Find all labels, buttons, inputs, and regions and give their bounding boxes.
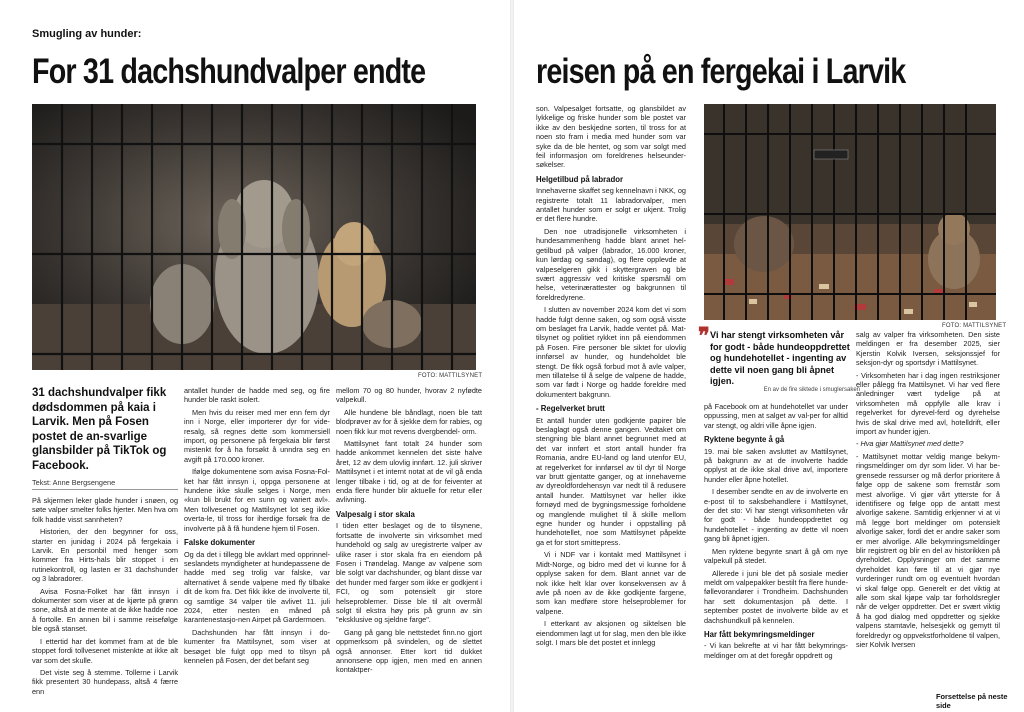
paragraph: Alle hundene ble båndlagt, noen ble tatt blodprøver av for å sjekke dem for rabies, og noen fikk kur mot revens dvergbendel- orm.: [336, 407, 482, 436]
kicker: Smugling av hunder:: [32, 28, 142, 40]
quote-mark-icon: ❞: [698, 323, 710, 348]
pull-quote-source: En av de fire siktede i smuglersaken: [763, 387, 860, 393]
puppies-photo-right: [704, 104, 996, 320]
subheading: Helgetilbud på labrador: [536, 174, 624, 184]
question: - Hva gjør Mattilsynet med dette?: [856, 439, 964, 449]
article-column-1: [32, 496, 178, 706]
article-column-6: [856, 330, 1000, 686]
paragraph: Vi i NDF var i kontakt med Mattilsynet i Midt-Norge, og bidro med det vi kunne for å opplyse saken for dem. Blant annet var de nok ikke helt klar over konsekvensen av å avle på noen av de ikke godkjente fargene, som kan medføre store helseproblemer for valpene.: [536, 550, 686, 616]
paragraph: Mattilsynet fant totalt 24 hunder som hadde ankommet kennelen det siste halve året, 12 av dem ulovlig innført. 12. juli skriver Mattilsynet i et internt notat at de vil gå enda lenger tilbake i tid, og at de for feiventer at enda flere hunder blir aktuelle for retur eller avlivning.: [336, 439, 482, 505]
photo-credit: FOTO: MATTILSYNET: [942, 323, 1007, 329]
paragraph: Men ryktene begynte snart å gå om nye valpekull på stedet.: [704, 546, 848, 566]
article-column-2: [184, 386, 330, 706]
paragraph: Men hvis du reiser med mer enn fem dyr inn i Norge, eller importerer dyr for vide-resalg, så regnes dette som kommersiell import, og personene på fergekaia blir først mistenkt for å ha forsøkt å unndra seg en avgift på 170.000 kroner.: [184, 407, 330, 464]
paragraph: Det viste seg å stemme. Tollerne i Larvik fikk presentert 30 hundepass, altså 4 færre enn: [32, 667, 178, 696]
paragraph: I ettertid har det kommet fram at de ble stoppet fordi tollvesenet mistenkte at ikke alt var som det skulle.: [32, 636, 178, 665]
pull-quote: Vi har stengt virksomheten vår for godt - både hundeoppdrettet og hundehotellet - ingenting av dette vil noen gang bli åpnet igjen.: [710, 330, 850, 386]
lead-paragraph: 31 dachshundvalper fikk dødsdommen på kaia i Larvik. Men på Fosen postet de an-svarlige glansbilder på TikTok og Facebook.: [32, 387, 167, 472]
article-column-5: [704, 402, 848, 706]
paragraph: Ifølge dokumentene som avisa Fosna-Fol-ket har fått innsyn i, oppga personene at hundene ikke skulle selges i Norge, men «kun bli brukt for en sunn og variert avl». Men tollvesenet og Mattilsynet lot seg ikke overta-le, til tross for iherdige forsøk fra de involverte på å få hundene hjem til Fosen.: [184, 467, 330, 533]
subheading: Valpesalg i stor skala: [336, 509, 415, 519]
paragraph: På skjermen leker glade hunder i snøen, og søte valper smelter folks hjerter. Men hva om folk hadde visst sannheten?: [32, 496, 178, 524]
headline-left: For 31 dachshundvalper endte: [32, 52, 426, 91]
paragraph: Et antall hunder uten godkjente papirer ble beslaglagt også denne gangen. Vedtaket om stengning ble blant annet begrunnet med at det var innført et stort antall hunder fra Romania, andre EU-land og land utenfor EU, at regelverket for innførsel av til dyr til Norge var brutt gjentatte ganger, og at innehaverne av dyreoldfordehensyn var nedt til å redusere antall hunder. Mattilsynet var heller ikke fornøyd med de bygningsmessige forholdene og manglende mulighet til å skille mellom egne hunder og hunder i oppstalling på hundehotellet, noe som Mattilsynet påpekte ga et for stort smittepress.: [536, 415, 686, 547]
subheading: Ryktene begynte å gå: [704, 435, 785, 445]
subheading: - Regelverket brutt: [536, 404, 605, 414]
byline: Tekst: Anne Bergsengene: [32, 478, 116, 487]
paragraph: Allerede i juni ble det på sosiale medier meldt om valpepakker bestilt fra flere hunde-føllevorandører i Trondheim. Dachshunden har sett dokumentasjon på dette. I september postet de involverte bilde av et dachshundkull på kennelen.: [704, 568, 848, 625]
right-page: [514, 0, 1024, 712]
subheading: Falske dokumenter: [184, 538, 256, 548]
paragraph: Den noe utradisjonelle virksomheten i hundesammenheng hadde blant annet hel-getilbud på valper (labrador, 16.000 kroner, kun lørdag og søndag), og flere opplevde at valpeselgeren gikk i skyttergraven og ble svært aggressiv ved kritiske spørsmål om helse, veterinærattester og bakgrunnen til foreldredyrene.: [536, 226, 686, 302]
paragraph: salg av valper fra virksomheten. Den siste meldingen er fra desember 2025, sier Kjerstin Kolvik Iversen, seksjonssjef for seksjon-dyr og sportsdyr i Mattilsynet.: [856, 330, 1000, 368]
paragraph: Dachshunden har fått innsyn i do-kumenter fra Mattilsynet, som viser at besøget ble fulgt opp med to tilsyn på kennelen på Fosen, der det befant seg: [184, 627, 330, 665]
paragraph: Gang på gang ble nettstedet finn.no gjort oppmerksom på svindelen, og de slettet også annonser. Etter kort tid dukket annonsene opp igjen, men med en annen kontaktper-: [336, 627, 482, 675]
article-column-4: [536, 104, 686, 706]
article-column-3: [336, 386, 482, 706]
paragraph: Historien, der den begynner for oss, starter en junidag i 2024 på fergekaia i Larvik. En personbil med henger som kommer fra Hirts-hals blir stoppet i en rutinekontroll, og lasten er 31 dachshunder og 3 labradorer.: [32, 527, 178, 584]
paragraph: - Mattilsynet mottar veldig mange bekym-ringsmeldinger om dyr som lider. Vi har be-grensede ressurser og må derfor prioritere å følge opp de sakene som fremstår som mest alvorlige. Vi gjør vårt ytterste for å identifisere og følge opp de antatt mest alvorlige sakene. Samtidig erkjenner vi at vi må legge bort meldinger om potensielt alvorlige saker, fordi det er andre saker som er mer alvorlige. Alle bekymringsmeldinger blir registrert og blir en del av historikken på dyreholdet. Opplysninger om det samme dyreholdet kan føre til at vi gjør nye vurderinger rundt om og eventuelt hvordan vi skal følge opp. Generelt er det viktig at alle som skal kjøpe valp tar forholdsregler når de velger oppdretter. Det er svært viktig å ha god dialog med oppdretter og sjekke valpens stamtavle, helsesjekk og gemytt til foreldredyr og oppvekstforholdene til valpen, sier Kolvik Iversen: [856, 451, 1000, 649]
paragraph: antallet hunder de hadde med seg, og fire hunder ble raskt isolert.: [184, 386, 330, 405]
subheading: Har fått bekymringsmeldinger: [704, 629, 815, 639]
paragraph: Og da det i tillegg ble avklart med opprinnel-seslandets myndigheter at hundepassene de hadde med seg trolig var falske, var alternativet å sende valpene med fly tilbake dit de kom fra. Det fikk ikke de involverte til, og samtlige 34 valper tile avlivet 11. juli 2024, etter nesten en måned på karantenestasjo-nen Airpet på Gardermoen.: [184, 549, 330, 625]
paragraph: Avisa Fosna-Folket har fått innsyn i dokumenter som viser at de kjørte på grønn sone, altså at de mente at de ikke hadde noe å fortolle. En annen bil i samme reisefølge ble også stanset.: [32, 586, 178, 634]
paragraph: I desember sendte en av de involverte en e-post til to saksbehandlere i Mattilsynet, der det sto: Vi har stengt virksomheten vår for godt - både hundeoppdrettet og hundehotellet - ingenting av dette vil noen gang bli åpnet igjen.: [704, 487, 848, 544]
paragraph: 19. mai ble saken avsluttet av Mattilsynet, på bakgrunn av at de involverte hadde opplyst at de ikke skal drive avl, importere hunder eller åpne hotellet.: [704, 446, 848, 484]
continued-notice: Forsettelse på neste side: [936, 692, 1008, 710]
puppies-photo-left: [32, 104, 476, 370]
paragraph: I etterkant av aksjonen og siktelsen ble eiendommen lagt ut for slag, men den ble ikke solgt. I mars ble det postet et innlegg: [536, 619, 686, 647]
paragraph: - Vi kan bekrefte at vi har fått bekymrings-meldinger om at det foregår oppdrett og: [704, 641, 848, 660]
paragraph: I tiden etter beslaget og de to tilsynene, fortsatte de involverte sin virksomhet med hundehold og salg av uregistrerte valper av ulike raser i stor skala fra en eiendom på Fosen i Trøndelag. Mange av valpene som ble solgt var dachshunder, og blant disse var det hunder med farger som ikke er godkjent i FCI, og som potensielt gir store helseproblemer. Disse ble til alt overmål solgt til ekstra høy pris på grunn av sin "eksklusive og sjeldne farge".: [336, 521, 482, 625]
paragraph: på Facebook om at hundehotellet var under oppussing, men at salget av val-per for alltid var stengt, og aldri ville åpne igjen.: [704, 402, 848, 430]
photo-credit: FOTO: MATTILSYNET: [418, 373, 483, 379]
paragraph: son. Valpesalget fortsatte, og glansbildet av lykkelige og friske hunder som ble postet var ikke av den beskjedne sorten, til tross for at noen sto fram i media med hunder som var syke da de ble hentet, og som var solgt med feil informasjon om foreldrenes helseunder-søkelser.: [536, 104, 686, 170]
paragraph: - Virksomheten har i dag ingen restriksjoner eller pålegg fra Mattilsynet. Vi har ved flere anledninger vært tydelige på at virksomheten må oppfylle alle krav i regelverket for dyrevel-ferd og dyrehelse hvis de skal drive med avl, hotelldrift, eller import av hunder igjen.: [856, 370, 1000, 437]
left-page: [0, 0, 510, 712]
byline-divider: [32, 489, 178, 490]
paragraph: I slutten av november 2024 kom det vi som hadde fulgt denne saken, og som også visste om beslaget fra Larvik, hadde ventet på. Mat-tilsynet og politiet rykket inn på eiendommen på Fosen. Fire personer ble siktet for ulovlig innførsel av hunder, og hundeholdet ble stengt. De fikk også forbud mot å avle valper, men tillatelse til å selge de valpene de hadde, som var født i Norge og hadde foreldre med dokumentert bakgrunn.: [536, 305, 686, 399]
paragraph: mellom 70 og 80 hunder, hvorav 2 nyfødte valpekull.: [336, 386, 482, 405]
paragraph: Innehaverne skaffet seg kennelnavn i NKK, og registrerte totalt 11 labradorvalper, men antallet hunder som er solgt er ukjent. Trolig er det flere hundre.: [536, 186, 686, 224]
headline-right: reisen på en fergekai i Larvik: [536, 52, 906, 91]
